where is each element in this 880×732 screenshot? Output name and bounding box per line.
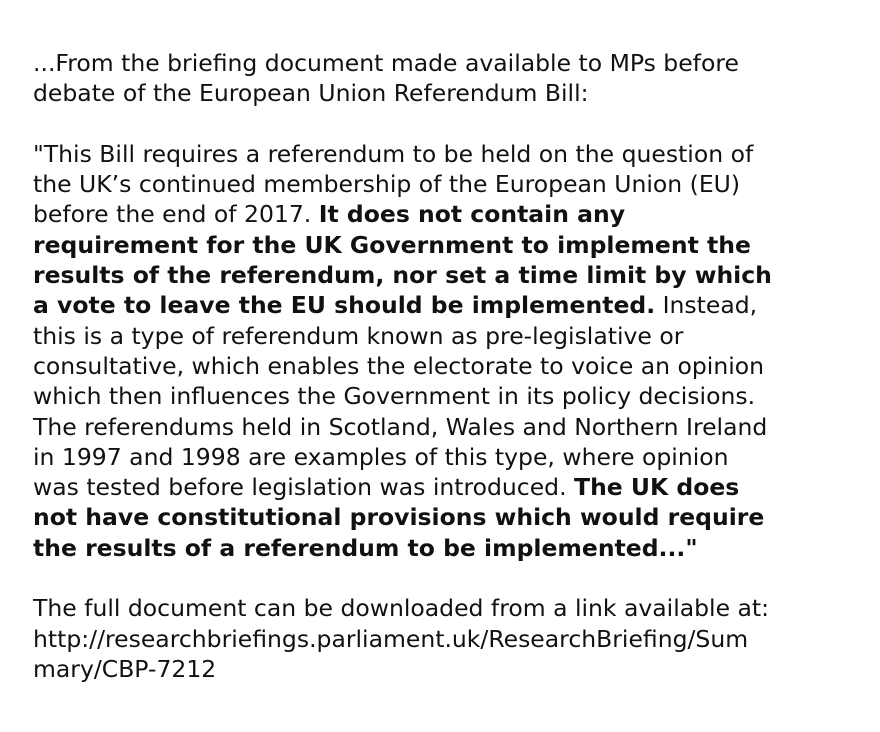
intro-paragraph [33, 48, 863, 109]
quote-line [33, 199, 863, 229]
footer-line: The full document can be downloaded from a link available at: [33, 594, 770, 623]
quote-line: the UK’s continued membership of the European Union (EU) [33, 170, 741, 199]
quote-emphasis: a vote to leave the EU should be implemented. [33, 291, 656, 320]
quote-paragraph [33, 139, 863, 563]
quote-line: this is a type of referendum known as pre-legislative or [33, 321, 684, 350]
footer-paragraph [33, 593, 863, 684]
document-body [33, 48, 863, 684]
quote-emphasis-line: the results of a referendum to be implemented..." [33, 533, 698, 562]
quote-emphasis-line: not have constitutional provisions which would require [33, 503, 765, 532]
quote-emphasis-line: results of the referendum, nor set a time limit by which [33, 261, 772, 290]
quote-emphasis-line: requirement for the UK Government to implement the [33, 230, 751, 259]
quote-line: "This Bill requires a referendum to be held on the question of [33, 139, 754, 168]
intro-line: ...From the briefing document made available to MPs before [33, 49, 739, 77]
paragraph-gap [33, 109, 863, 139]
quote-line [33, 290, 863, 320]
quote-text: before the end of 2017. [33, 200, 319, 229]
quote-line: The referendums held in Scotland, Wales and Northern Ireland [33, 412, 768, 441]
quote-text: was tested before legislation was introduced. [33, 473, 575, 502]
quote-text: Instead, [655, 291, 758, 320]
paragraph-gap [33, 563, 863, 593]
quote-line: which then influences the Government in its policy decisions. [33, 382, 756, 411]
intro-line: debate of the European Union Referendum Bill: [33, 79, 589, 108]
document-link-continued[interactable]: mary/CBP-7212 [33, 654, 217, 683]
quote-line: in 1997 and 1998 are examples of this type, where opinion [33, 442, 729, 471]
quote-emphasis: It does not contain any [318, 200, 626, 229]
document-link[interactable]: http://researchbriefings.parliament.uk/ResearchBriefing/Sum [33, 624, 749, 653]
quote-line: consultative, which enables the electorate to voice an opinion [33, 351, 765, 380]
quote-line [33, 472, 863, 502]
quote-emphasis: The UK does [574, 473, 740, 502]
